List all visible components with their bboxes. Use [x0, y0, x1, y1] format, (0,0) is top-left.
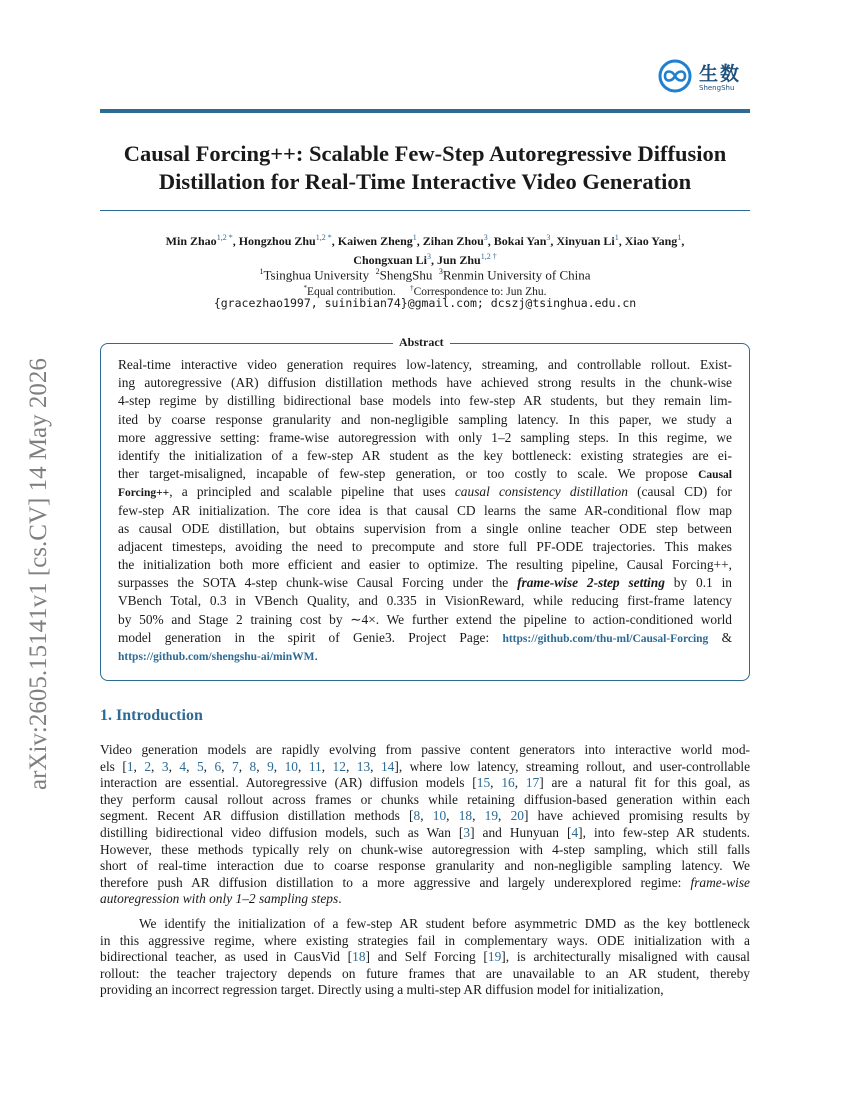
correspondence-note: Correspondence to: Jun Zhu. — [413, 285, 547, 298]
logo-chinese-text: 生数 — [699, 62, 742, 85]
affil-sup: 3 — [438, 267, 443, 276]
citation-link[interactable]: 8 — [249, 758, 257, 774]
abstract-line — [118, 574, 732, 592]
text-fragment: , — [446, 808, 459, 824]
text-fragment: ] and Self Forcing [ — [365, 949, 488, 965]
method-name: Forcing++ — [118, 487, 170, 500]
citation-link[interactable]: 6 — [214, 758, 222, 774]
citation-link[interactable]: 4 — [571, 824, 579, 840]
equal-contribution-note: Equal contribution. — [306, 285, 396, 298]
citation-link[interactable]: 9 — [267, 758, 274, 774]
abstract-line: the initialization both more efficient and easier to optimize. The resulting pipeline, Causal Forcing++, — [118, 557, 732, 573]
abstract-line: ing autoregressive (AR) diffusion distillation methods have achieved strong results in the chunk-wise — [118, 375, 732, 391]
author-affil-sup: 3 — [483, 233, 488, 242]
text-fragment: in this aggressive regime, where existing strategies fail in complementary ways. ODE initialization with a — [100, 932, 750, 948]
arxiv-stamp — [22, 300, 52, 800]
note-sup: * — [303, 284, 307, 292]
citation-link[interactable]: 11 — [308, 758, 322, 774]
citation-link[interactable]: 3 — [463, 824, 471, 840]
author-name: Xinyuan Li — [556, 234, 615, 248]
text-line — [100, 916, 750, 933]
abstract-line — [118, 647, 732, 665]
citation-link[interactable]: 17 — [525, 775, 540, 791]
text-line — [100, 858, 750, 875]
text-line — [100, 949, 750, 966]
affil-sup: 1 — [259, 267, 264, 276]
abstract-line: identify the initialization of a few-step AR student as the key bottleneck: existing strategies are ei- — [118, 447, 732, 463]
abstract-line: more aggressive setting: frame-wise autoregression with only 1–2 sampling steps. In this regime, we — [118, 429, 732, 445]
abstract-text — [118, 356, 732, 665]
emphasis-text: frame-wise — [681, 874, 750, 890]
abstract-line — [118, 483, 732, 501]
abstract-fragment: . — [314, 648, 318, 663]
text-fragment: , — [273, 758, 285, 774]
citation-link[interactable]: 15 — [476, 775, 491, 791]
text-fragment: , — [514, 775, 526, 791]
citation-link[interactable]: 7 — [232, 758, 239, 774]
abstract-line — [118, 465, 732, 483]
author-list: Min Zhao$^{1,2 *}$, Hongzhou Zhu$^{1,2 *}$, Kaiwen Zheng$^1$, Zihan Zhou$^3$, Bokai Yan$^3$, Xinyuan Li$^1$, Xiao Yang$^1$, Chongxuan Li$^3$, Jun Zhu$^{1,2 \dagger}$ — [165, 233, 685, 267]
abstract-fragment: , a principled and scalable pipeline that uses — [169, 484, 446, 500]
author-affil-sup: 3 — [546, 233, 551, 242]
text-fragment: ], is architecturally misaligned with causal — [501, 949, 751, 965]
text-fragment: ], where low latency, streaming rollout, and user-controllable — [394, 758, 751, 774]
author-affil-sup: 1,2 * — [315, 233, 332, 242]
text-line — [100, 759, 750, 776]
citation-link[interactable]: 10 — [432, 808, 447, 824]
text-fragment: , — [297, 758, 309, 774]
text-fragment: els [ — [100, 758, 127, 774]
abstract-line: VBench Total, 0.3 in VBench Quality, and 0.335 in VisionReward, while reducing first-frame latency — [118, 593, 732, 609]
author-affil-sup: 1 — [614, 233, 619, 242]
text-fragment: , — [221, 758, 232, 774]
text-line — [100, 875, 750, 892]
author-emails: {gracezhao1997, suinibian74}@gmail.com; dcszj@tsinghua.edu.cn — [213, 296, 637, 310]
intro-paragraph-1 — [100, 742, 750, 908]
intro-paragraph-2 — [100, 916, 750, 999]
citation-link[interactable]: 16 — [501, 775, 515, 791]
text-line — [100, 966, 750, 983]
citation-link[interactable]: 14 — [380, 758, 395, 774]
text-fragment: , — [490, 775, 502, 791]
text-fragment: , — [186, 758, 197, 774]
citation-link[interactable]: 12 — [332, 758, 346, 774]
author-affil-sup: 3 — [427, 252, 431, 261]
author-name: Chongxuan Li — [353, 253, 427, 267]
citation-link[interactable]: 10 — [284, 758, 298, 774]
abstract-line: ited by coarse response granularity and non-negligible sampling latency. In this paper, we study a — [118, 411, 732, 427]
author-name: Kaiwen Zheng — [337, 234, 413, 248]
abstract-fragment: surpasses the SOTA 4-step chunk-wise Causal Forcing under the — [118, 575, 509, 591]
citation-link[interactable]: 1 — [126, 758, 134, 774]
text-fragment: , — [472, 808, 485, 824]
paper-title — [100, 140, 750, 196]
text-fragment: , — [420, 808, 433, 824]
text-fragment: bidirectional teacher, as used in CausVid [ — [100, 949, 353, 965]
method-name: Causal — [698, 469, 732, 482]
text-fragment: rollout: the teacher trajectory depends on future frames that are unavailable to an AR student, thereby — [100, 965, 750, 981]
text-line — [100, 842, 750, 859]
abstract-label: Abstract — [393, 335, 450, 349]
text-fragment: , — [498, 808, 511, 824]
text-line — [100, 825, 750, 842]
abstract-fragment: & — [721, 629, 732, 645]
project-page-link[interactable]: https://github.com/thu-ml/Causal-Forcing — [502, 632, 709, 645]
text-fragment: ] are a natural fit for this goal, as — [539, 775, 750, 791]
citation-link[interactable]: 13 — [356, 758, 371, 774]
text-fragment: , — [238, 758, 250, 774]
citation-link[interactable]: 19 — [484, 808, 499, 824]
shengshu-logo — [657, 58, 741, 98]
citation-link[interactable]: 3 — [161, 758, 169, 774]
author-name: Bokai Yan — [493, 234, 547, 248]
text-fragment: ] have achieved promising results by — [524, 808, 751, 824]
author-affil-sup: 1 — [677, 233, 682, 242]
text-line — [100, 792, 750, 809]
author-affil-sup: 1 — [412, 233, 417, 242]
citation-link[interactable]: 4 — [179, 758, 187, 774]
affil-sup: 2 — [375, 267, 380, 276]
text-fragment: , — [370, 758, 381, 774]
minwm-link[interactable]: https://github.com/shengshu-ai/minWM — [118, 651, 315, 663]
text-line — [100, 742, 750, 759]
emphasis-text: causal consistency distillation — [454, 484, 628, 500]
author-affil-sup: 1,2 * — [216, 233, 233, 242]
abstract-line — [118, 629, 732, 647]
top-rule — [100, 109, 750, 113]
author-name: Jun Zhu — [437, 253, 481, 267]
abstract-fragment: (causal CD) for — [637, 484, 732, 500]
abstract-line: by 50% and Stage 2 training cost by ∼4×. We further extend the pipeline to action-conditioned world — [118, 611, 732, 627]
text-line — [100, 891, 750, 908]
arxiv-identifier: arXiv:2605.15141v1 [cs.CV] 14 May 2026 — [25, 358, 52, 790]
text-fragment: distilling bidirectional video diffusion models, such as Wan [ — [100, 824, 464, 840]
title-line-2: Distillation for Real-Time Interactive Video Generation — [158, 169, 692, 194]
text-fragment: , — [151, 758, 162, 774]
author-name: Zihan Zhou — [422, 234, 484, 248]
text-fragment: , — [168, 758, 180, 774]
text-line — [100, 933, 750, 950]
emphasis-text: autoregression with only 1–2 sampling steps — [100, 891, 339, 907]
citation-link[interactable]: 20 — [510, 808, 524, 824]
affiliation: Renmin University of China — [442, 267, 591, 283]
text-fragment: , — [321, 758, 333, 774]
title-rule — [100, 210, 750, 211]
abstract-fragment: by 0.1 in — [673, 575, 732, 591]
section-heading-introduction: 1. Introduction — [100, 707, 203, 724]
abstract-fragment: ther target-misaligned, incapable of few-step generation, or too costly to scale. We propose — [118, 466, 688, 482]
affiliation: ShengShu — [379, 267, 433, 283]
author-name: Xiao Yang — [624, 234, 678, 248]
text-fragment: We identify the initialization of a few-step AR student before asymmetric DMD as the key bottleneck — [100, 916, 750, 931]
citation-link[interactable]: 5 — [196, 758, 204, 774]
text-fragment: , — [203, 758, 215, 774]
text-fragment: Video generation models are rapidly evolving from passive content generators into interactive world mod- — [100, 742, 750, 757]
text-line — [100, 775, 750, 792]
author-affil-sup: 1,2 † — [480, 252, 497, 261]
abstract-line: few-step AR initialization. The core idea is that causal CD learns the same AR-conditional flow map — [118, 502, 732, 518]
abstract-fragment: model generation in the spirit of Genie3. Project Page: — [118, 629, 490, 645]
text-fragment: , — [256, 758, 268, 774]
text-fragment: , — [345, 758, 357, 774]
infinity-logo-icon — [657, 58, 693, 98]
author-name: Hongzhou Zhu — [238, 234, 316, 248]
text-fragment: ], into few-step AR students. — [578, 824, 751, 840]
title-line-1: Causal Forcing++: Scalable Few-Step Autoregressive Diffusion — [123, 141, 727, 166]
text-fragment: . — [338, 891, 342, 907]
citation-link[interactable]: 18 — [352, 949, 366, 965]
citation-link[interactable]: 19 — [487, 949, 502, 965]
text-line — [100, 982, 750, 999]
text-fragment: interaction are essential. Autoregressive (AR) diffusion models [ — [100, 775, 477, 791]
emphasis-text: frame-wise 2-step setting — [517, 575, 665, 591]
affiliation: Tsinghua University — [263, 267, 370, 283]
text-fragment: therefore push AR diffusion distillation to a more aggressive and largely underexplored regime: — [100, 874, 682, 890]
text-line — [100, 808, 750, 825]
author-name: Min Zhao — [165, 234, 217, 248]
text-fragment: However, these methods typically rely on chunk-wise autoregression with 4-step sampling, which still falls — [100, 841, 750, 857]
text-fragment: , — [133, 758, 145, 774]
abstract-line: adjacent timesteps, avoiding the need to precompute and store full PF-ODE trajectories. This makes — [118, 538, 732, 554]
abstract-line: as causal ODE distillation, but obtains supervision from a single online teacher ODE step between — [118, 520, 732, 536]
citation-link[interactable]: 18 — [458, 808, 473, 824]
citation-link[interactable]: 2 — [144, 758, 152, 774]
abstract-line: 4-step regime by distilling bidirectional base models into few-step AR students, but they remain lim- — [118, 393, 732, 409]
text-fragment: they perform causal rollout across frames or chunks while retaining diffusion-based generation within each — [100, 791, 750, 807]
text-fragment: segment. Recent AR diffusion distillation methods [ — [100, 808, 414, 824]
note-sup: † — [410, 284, 414, 292]
logo-english-text: ShengShu — [699, 83, 735, 92]
text-fragment: ] and Hunyuan [ — [470, 824, 572, 840]
citation-link[interactable]: 8 — [413, 808, 421, 824]
text-fragment: short of real-time interaction due to coarse response granularity and non-negligible sampling latency. We — [100, 858, 750, 874]
abstract-line: Real-time interactive video generation requires low-latency, streaming, and controllable rollout. Exist- — [118, 357, 732, 372]
text-fragment: providing an incorrect regression target. Directly using a multi-step AR diffusion model for initialization, — [100, 982, 664, 998]
